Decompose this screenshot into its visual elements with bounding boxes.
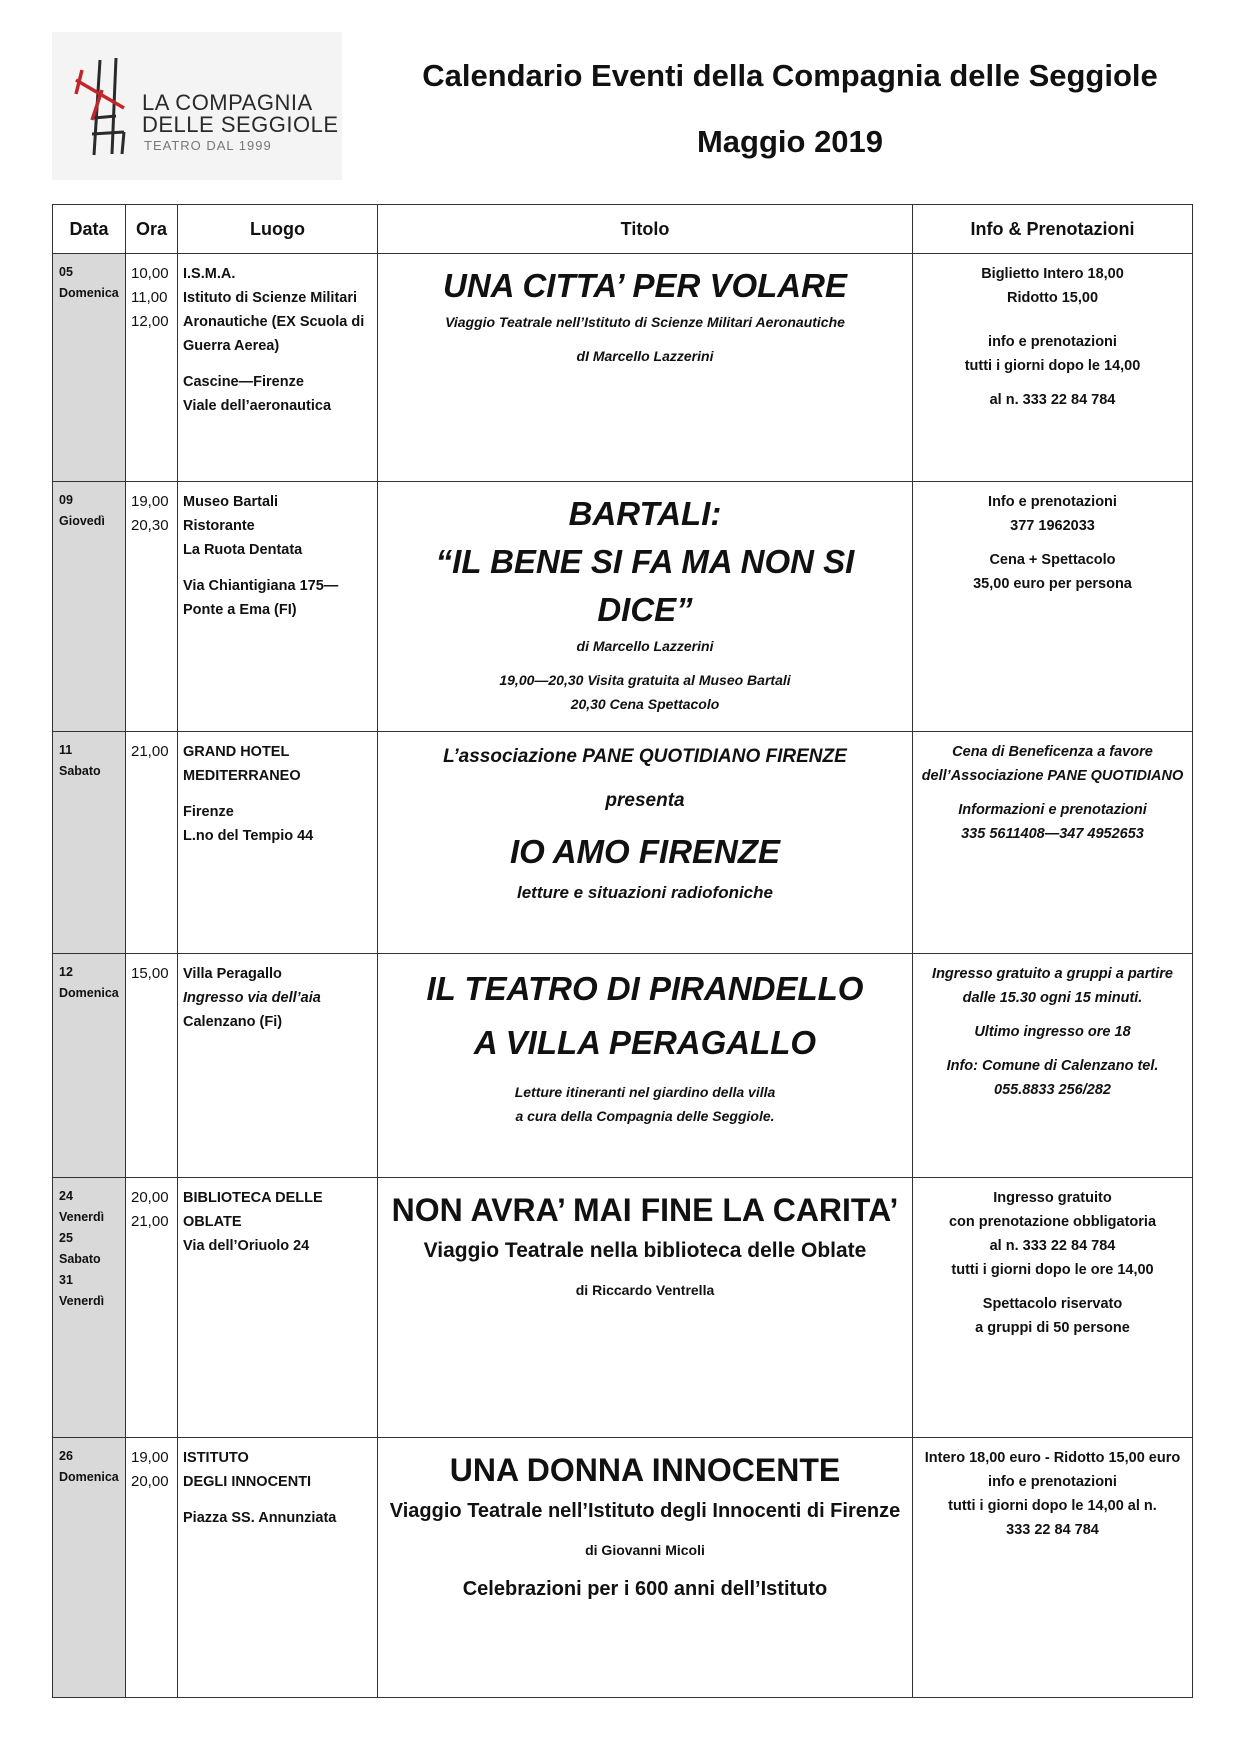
event-time: 15,00 [131, 965, 169, 982]
event-description: Viaggio Teatrale nell’Istituto di Scienze Militari Aeronautiche [445, 314, 845, 330]
chairs-logo-icon [72, 50, 142, 160]
event-title-cell [378, 482, 913, 732]
table-row [53, 732, 1193, 954]
column-header-titolo: Titolo [378, 205, 913, 254]
info-line: Informazioni e prenotazioni [958, 802, 1147, 818]
event-time: 11,00 [131, 289, 168, 306]
info-line: Ultimo ingresso ore 18 [974, 1024, 1131, 1040]
event-date-cell [53, 954, 126, 1178]
info-line: 35,00 euro per persona [973, 576, 1132, 592]
event-place-cell [178, 954, 378, 1178]
event-info-cell [913, 954, 1193, 1178]
document-subtitle: Maggio 2019 [696, 124, 884, 159]
place-line: Villa Peragallo [183, 966, 282, 982]
info-line: Ingresso gratuito [993, 1190, 1112, 1206]
event-time: 21,00 [131, 743, 169, 760]
info-line: tutti i giorni dopo le 14,00 [964, 358, 1141, 374]
event-title-cell [378, 254, 913, 482]
event-time-cell [126, 482, 178, 732]
event-info-cell [913, 1178, 1193, 1438]
place-line: Firenze [183, 804, 234, 820]
event-time: 20,30 [131, 517, 169, 534]
logo-line-3: TEATRO DAL 1999 [144, 138, 272, 153]
event-day-number: 31 [59, 1273, 73, 1287]
event-author: di Marcello Lazzerini [576, 638, 714, 654]
logo-line-1: LA COMPAGNIA [142, 90, 313, 115]
event-description: letture e situazioni radiofoniche [517, 883, 773, 902]
place-line: BIBLIOTECA DELLE OBLATE [183, 1190, 323, 1230]
event-time-cell [126, 1178, 178, 1438]
place-line: Cascine—Firenze [183, 374, 304, 390]
event-place-cell [178, 732, 378, 954]
event-time-cell [126, 254, 178, 482]
event-weekday: Sabato [59, 1252, 101, 1266]
event-title-cell [378, 732, 913, 954]
event-weekday: Venerdì [59, 1210, 105, 1224]
event-title-cell [378, 1178, 913, 1438]
info-line: Cena di Beneficenza a favore dell’Associazione PANE QUOTIDIANO [921, 744, 1184, 784]
event-description: Letture itineranti nel giardino della villa [514, 1084, 776, 1100]
event-title: IL TEATRO DI PIRANDELLO [426, 970, 864, 1007]
column-header-luogo: Luogo [178, 205, 378, 254]
event-time: 20,00 [131, 1473, 169, 1490]
event-day-number: 25 [59, 1231, 73, 1245]
event-day-number: 12 [59, 965, 73, 979]
info-line: info e prenotazioni [988, 334, 1117, 350]
info-line: Spettacolo riservato [982, 1296, 1123, 1312]
place-line: GRAND HOTEL MEDITERRANEO [183, 744, 301, 784]
event-title: UNA DONNA INNOCENTE [449, 1452, 841, 1488]
event-presenter-verb: presenta [605, 790, 685, 811]
event-presenter: L’associazione PANE QUOTIDIANO FIRENZE [443, 746, 847, 767]
info-line: Intero 18,00 euro - Ridotto 15,00 euro [924, 1450, 1181, 1466]
event-time: 10,00 [131, 265, 169, 282]
place-line: DEGLI INNOCENTI [183, 1474, 312, 1490]
place-line: La Ruota Dentata [183, 542, 303, 558]
place-line: Ristorante [183, 518, 255, 534]
place-line: Istituto di Scienze Militari Aronautiche (EX Scuola di Guerra Aerea) [183, 290, 365, 354]
event-day-number: 09 [59, 493, 73, 507]
event-title: UNA CITTA’ PER VOLARE [443, 267, 847, 304]
info-line: Biglietto Intero 18,00 [981, 266, 1124, 282]
event-weekday: Domenica [59, 286, 119, 300]
place-line: ISTITUTO [183, 1450, 249, 1466]
event-place-cell [178, 1178, 378, 1438]
event-day-number: 26 [59, 1449, 73, 1463]
event-weekday: Giovedì [59, 514, 105, 528]
info-line: 055.8833 256/282 [994, 1082, 1111, 1098]
event-time-cell [126, 1438, 178, 1698]
event-time: 21,00 [131, 1213, 169, 1230]
event-date-cell [53, 732, 126, 954]
event-title: NON AVRA’ MAI FINE LA CARITA’ [391, 1192, 899, 1228]
event-day-number: 11 [59, 743, 73, 757]
info-line: Cena + Spettacolo [989, 552, 1116, 568]
info-line: al n. 333 22 84 784 [989, 1238, 1116, 1254]
place-line: Viale dell’aeronautica [183, 398, 332, 414]
event-title-cell [378, 1438, 913, 1698]
info-line: con prenotazione obbligatoria [948, 1214, 1157, 1230]
info-line: tutti i giorni dopo le ore 14,00 [951, 1262, 1154, 1278]
column-header-ora: Ora [126, 205, 178, 254]
event-date-cell [53, 482, 126, 732]
event-time: 20,00 [131, 1189, 169, 1206]
info-line: Ridotto 15,00 [1006, 290, 1099, 306]
event-info-cell [913, 254, 1193, 482]
event-time-cell [126, 954, 178, 1178]
place-line: Ingresso via dell’aia [183, 990, 321, 1006]
place-line: Calenzano (Fi) [183, 1014, 283, 1030]
event-date-cell [53, 1438, 126, 1698]
table-row [53, 1438, 1193, 1698]
logo-line-2: DELLE SEGGIOLE [142, 112, 339, 137]
event-time: 19,00 [131, 493, 169, 510]
table-row [53, 1178, 1193, 1438]
event-time-cell [126, 732, 178, 954]
info-line: tutti i giorni dopo le 14,00 al n. [948, 1498, 1157, 1514]
event-info-cell [913, 732, 1193, 954]
event-description: 19,00—20,30 Visita gratuita al Museo Bartali [499, 672, 791, 688]
place-line: Museo Bartali [183, 494, 279, 510]
info-line: Info e prenotazioni [988, 494, 1117, 510]
table-row [53, 954, 1193, 1178]
event-weekday: Sabato [59, 764, 101, 778]
event-description: 20,30 Cena Spettacolo [570, 696, 720, 712]
place-line: Piazza SS. Annunziata [183, 1510, 337, 1526]
event-weekday: Domenica [59, 986, 119, 1000]
event-place-cell [178, 1438, 378, 1698]
event-day-number: 05 [59, 265, 73, 279]
event-title: IO AMO FIRENZE [509, 833, 781, 870]
info-line: Info: Comune di Calenzano tel. [946, 1058, 1159, 1074]
event-info-cell [913, 482, 1193, 732]
event-author: dI Marcello Lazzerini [576, 348, 714, 364]
event-description: Viaggio Teatrale nell’Istituto degli Innocenti di Firenze [389, 1500, 901, 1522]
event-author: di Giovanni Micoli [585, 1542, 705, 1558]
column-header-data: Data [53, 205, 126, 254]
event-info-cell [913, 1438, 1193, 1698]
place-line: I.S.M.A. [183, 266, 236, 282]
event-day-number: 24 [59, 1189, 73, 1203]
info-line: 333 22 84 784 [1006, 1522, 1099, 1538]
info-line: 335 5611408—347 4952653 [961, 826, 1144, 842]
event-place-cell [178, 254, 378, 482]
info-line: info e prenotazioni [988, 1474, 1117, 1490]
table-row [53, 254, 1193, 482]
info-line: Ingresso gratuito a gruppi a partire dalle 15.30 ogni 15 minuti. [932, 966, 1173, 1006]
event-date-cell [53, 254, 126, 482]
document-title: Calendario Eventi della Compagnia delle Seggiole [422, 58, 1158, 93]
event-author: di Riccardo Ventrella [575, 1282, 715, 1298]
place-line: Via Chiantigiana 175—Ponte a Ema (FI) [183, 578, 339, 618]
column-header-info: Info & Prenotazioni [913, 205, 1193, 254]
event-note: Celebrazioni per i 600 anni dell’Istituto [462, 1578, 828, 1600]
event-description: a cura della Compagnia delle Seggiole. [515, 1108, 775, 1124]
event-title: “IL BENE SI FA MA NON SI DICE” [435, 543, 855, 628]
event-time: 12,00 [131, 313, 169, 330]
info-line: 377 1962033 [1010, 518, 1095, 534]
company-logo [52, 32, 342, 180]
event-weekday: Domenica [59, 1470, 119, 1484]
event-time: 19,00 [131, 1449, 169, 1466]
event-description: Viaggio Teatrale nella biblioteca delle Oblate [423, 1239, 867, 1262]
event-title: BARTALI: [568, 495, 722, 532]
place-line: L.no del Tempio 44 [183, 828, 314, 844]
event-weekday: Venerdì [59, 1294, 105, 1308]
events-table [52, 204, 1193, 1698]
event-title-cell [378, 954, 913, 1178]
event-place-cell [178, 482, 378, 732]
table-header-row [53, 205, 1193, 254]
info-line: al n. 333 22 84 784 [989, 392, 1116, 408]
info-line: a gruppi di 50 persone [975, 1320, 1130, 1336]
event-title: A VILLA PERAGALLO [473, 1024, 817, 1061]
event-date-cell [53, 1178, 126, 1438]
table-row [53, 482, 1193, 732]
place-line: Via dell’Oriuolo 24 [183, 1238, 310, 1254]
